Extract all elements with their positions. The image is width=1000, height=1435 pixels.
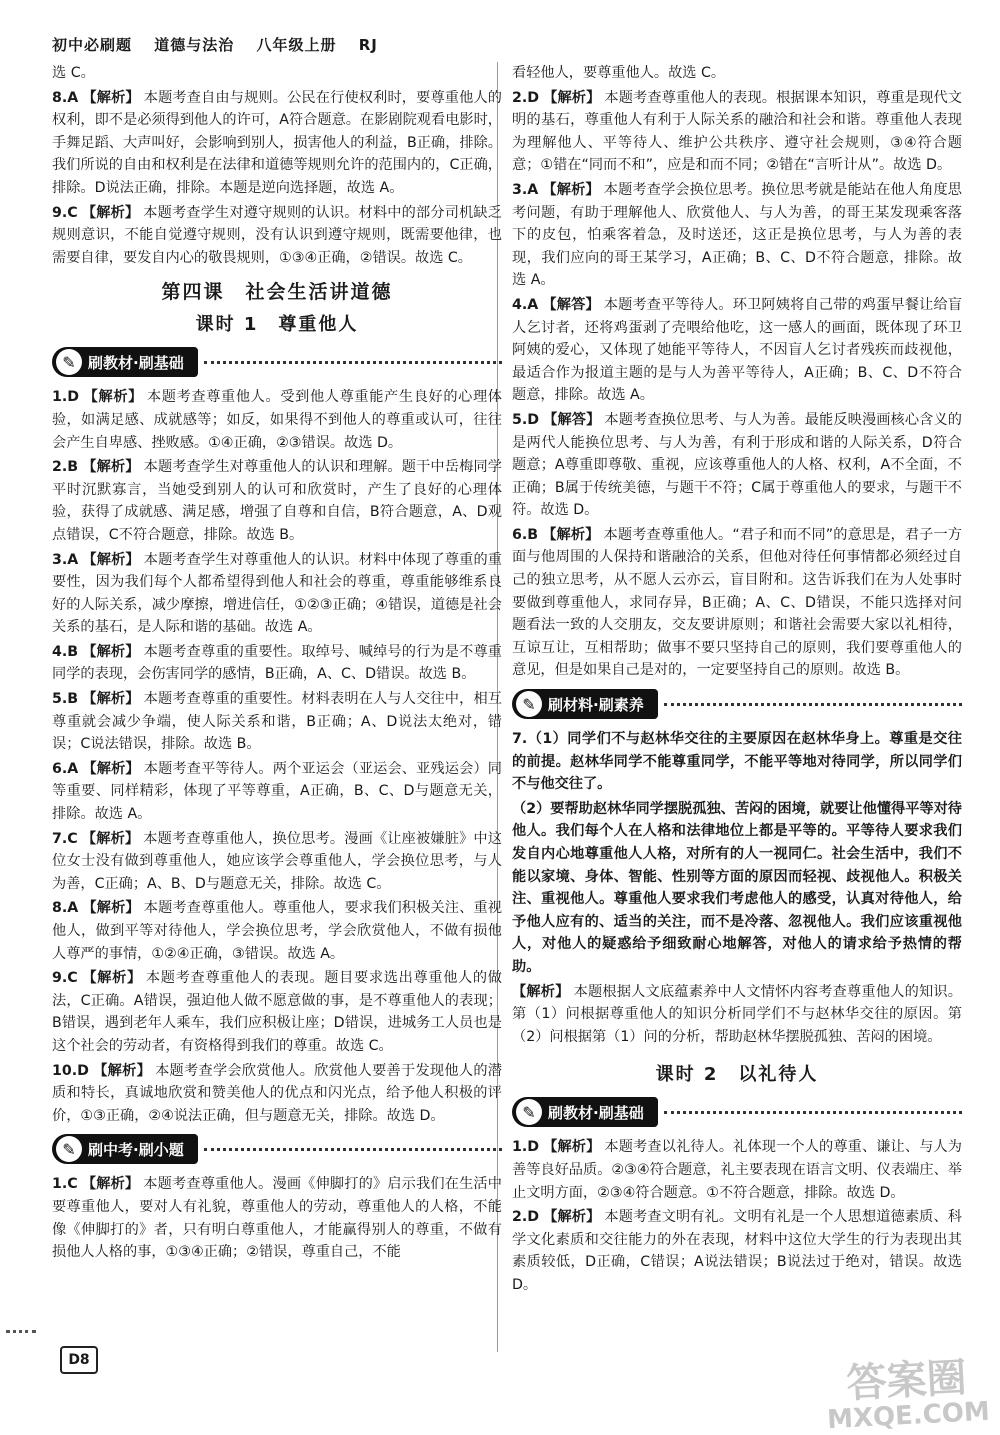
answer-text: 本题考查尊重他人。漫画《伸脚打的》启示我们在生活中要尊重他人，要对人有礼貌，尊重他人的劳动，尊重他人的人格，不能像《伸脚打的》者，只有明白尊重他人，才能赢得别人的尊重，不做有损他人人格的事，①③④正确；②错误，尊重自己，不能 (52, 1176, 502, 1261)
grade-title: 八年级上册 (256, 36, 337, 54)
section-banner (512, 1096, 962, 1128)
answer-text: 本题考查学生对尊重他人的认识。材料中体现了尊重的重要性，因为我们每个人都希望得到他人和社会的尊重，尊重能够维系良好的人际关系，减少摩擦，增进信任，①②③正确；④错误，道德是社会关系的基石，是人际和谐的基础。故选 A。 (52, 551, 502, 636)
answer-text: 本题考查自由与规则。公民在行使权利时，要尊重他人的权利，即不是必须得到他人的许可，A符合题意。在影剧院观看电影时，手舞足蹈、大声叫好，会影响到别人，损害他人的利益，B正确，排除。我们所说的自由和权利是在法律和道德等规则允许的范围内的，C正确，排除。D说法正确，排除。本题是逆向选择题，故选 A。 (52, 89, 502, 196)
answer-number: 1.C (52, 1176, 78, 1193)
answer-number: 9.C (52, 204, 78, 221)
answer-item (52, 641, 502, 686)
answer-text: 本题考查尊重他人的表现。题目要求选出尊重他人的做法，C正确。A错误，强迫他人做不愿意做的事，是不尊重他人的表现；B错误，遇到老年人乘车，我们应积极让座；D错误，进城务工人员也是这个社会的劳动者，有资格得到我们的尊重。故选 C。 (52, 970, 502, 1054)
answer-number: 1.D (512, 1139, 540, 1156)
answer-paragraph: 7.（1）同学们不与赵林华交往的主要原因在赵林华身上。尊重是交往的前提。赵林华同学不能尊重同学，不能平等地对待同学，所以同学们不与他交往了。 (512, 731, 962, 793)
continued-text: 选 C。 (52, 65, 95, 81)
analysis-tag: 【解析】 (82, 900, 140, 917)
answer-item (52, 549, 502, 639)
answer-item (512, 179, 962, 292)
answer-number: 4.A (512, 296, 539, 313)
answer-number: 1.D (52, 389, 80, 406)
analysis-tag: 【解析】 (543, 1139, 601, 1156)
banner-label: 刷材料·刷素养 (548, 695, 644, 714)
answer-text: 本题考查学生对尊重他人的认识和理解。题干中岳梅同学平时沉默寡言，当她受到别人的认可和欣赏时，产生了良好的心理体验，获得了成就感、满足感，增强了自尊和自信，B符合题意，A、D观点错误，C不符合题意，排除。故选 B。 (52, 459, 502, 543)
answer-item (512, 1136, 962, 1204)
answer-item (52, 758, 502, 826)
answer-number: 6.A (52, 760, 79, 777)
answer-item (512, 1206, 962, 1296)
pencil-icon: ✎ (516, 1099, 542, 1125)
answer-item (512, 294, 962, 407)
answer-text: 本题考查文明有礼。文明有礼是一个人思想道德素质、科学文化素质和交往能力的外在表现，材料中这位大学生的行为表现出其素质较低，D正确，C错误；A说法错误；B说法过于绝对，错误。故选 D。 (512, 1209, 962, 1293)
answer-item (52, 87, 502, 200)
section-banner (52, 1133, 502, 1165)
watermark-logo (824, 1356, 990, 1434)
answer-text: 本题考查以礼待人。礼体现一个人的尊重、谦让、与人为善等良好品质。②③④符合题意，礼主要表现在语言文明、仪表端庄、举止文明方面，②③④符合题意。①不符合题意，排除。故选 D。 (512, 1139, 962, 1201)
answer-number: 8.A (52, 900, 79, 917)
answer-number: 2.D (512, 89, 540, 106)
answer-item (52, 967, 502, 1057)
watermark-bottom: MXQE.COM (826, 1396, 991, 1435)
section-banner (512, 688, 962, 720)
subject-title: 道德与法治 (154, 36, 235, 54)
analysis-tag: 【解析】 (543, 89, 601, 106)
answer-number: 5.D (512, 411, 540, 428)
answer-text: 本题考查尊重他人的表现。根据课本知识，尊重是现代文明的基石，尊重他人有利于人际关系的融洽和社会和谐。尊重他人表现为理解他人、平等待人、维护公共秩序、遵守社会规则，③④符合题意；①错在“同而不和”，应是和而不同；②错在“言听计从”。故选 D。 (512, 89, 962, 174)
answer-text: 本题考查尊重的重要性。取绰号、喊绰号的行为是不尊重同学的表现，会伤害同学的感情，B正确，A、C、D错误。故选 B。 (52, 643, 502, 683)
banner-divider (204, 361, 502, 364)
answer-number: 6.B (512, 526, 539, 543)
answer-text: 本题考查学会欣赏他人。欣赏他人要善于发现他人的潜质和特长，真诚地欣赏和赞美他人的优点和闪光点，给予他人积极的评价，①③正确，②④说法正确，但与题意无关，排除。故选 D。 (52, 1062, 502, 1124)
analysis-tag: 【解析】 (82, 89, 140, 106)
answer-item (52, 688, 502, 756)
analysis-tag: 【解析】 (82, 691, 140, 708)
answer-item (512, 524, 962, 682)
answer-analysis (512, 981, 962, 1049)
analysis-tag: 【解析】 (542, 181, 600, 198)
answer-number: 2.D (512, 1209, 540, 1226)
answer-item (512, 87, 962, 177)
book-title: 初中必刷题 (52, 36, 133, 54)
analysis-tag: 【解析】 (542, 526, 600, 543)
answer-number: 9.C (52, 970, 78, 987)
analysis-tag: 【解析】 (81, 970, 142, 987)
answer-item (52, 456, 502, 546)
answer-number: 5.B (52, 691, 79, 708)
pencil-icon: ✎ (56, 1136, 82, 1162)
analysis-tag: 【解析】 (92, 1062, 152, 1079)
analysis-tag: 【解析】 (81, 830, 140, 847)
answer-number: 3.A (512, 181, 539, 198)
answer-text: 本题考查平等待人。两个亚运会（亚运会、亚残运会）同等重要、同样精彩，体现了平等尊重，A正确，B、C、D与题意无关，排除。故选 A。 (52, 760, 502, 823)
banner-label: 刷教材·刷基础 (88, 353, 184, 372)
banner-label: 刷教材·刷基础 (548, 1103, 644, 1122)
analysis-tag: 【解答】 (543, 411, 601, 428)
edition-label: RJ (358, 36, 378, 54)
answer-number: 3.A (52, 551, 79, 568)
pencil-icon: ✎ (516, 691, 542, 717)
answer-text: 本题考查尊重他人。受到他人尊重能产生良好的心理体验，如满足感、成就感等；如反，如果得不到他人的尊重或认可，往往会产生自卑感、挫败感。①④正确，②③错误。故选 D。 (52, 389, 502, 451)
left-column (52, 62, 502, 1266)
pencil-icon: ✎ (56, 349, 82, 375)
answer-item (512, 409, 962, 522)
analysis-tag: 【解析】 (81, 1176, 140, 1193)
banner-divider (204, 1148, 502, 1151)
analysis-tag: 【解析】 (543, 1209, 601, 1226)
answer-number: 7.C (52, 830, 78, 847)
answer-text: 本题考查平等待人。环卫阿姨将自己带的鸡蛋早餐让给盲人乞讨者，还将鸡蛋剥了壳喂给他吃，这一感人的画面，既体现了环卫阿姨的爱心，又体现了她能平等待人，不因盲人乞讨者残疾而歧视他，最适合作为报道主题的是与人为善平等待人，A正确；B、C、D不符合题意，排除。故选 A。 (512, 296, 962, 404)
period-title: 课时 1 尊重他人 (195, 314, 359, 336)
analysis-tag: 【解析】 (512, 983, 570, 1000)
answer-text: 本题根据人文底蕴素养中人文情怀内容考查尊重他人的知识。第（1）问根据尊重他人的知识分析同学们不与赵林华交往的原因。第（2）问根据第（1）问的分析，帮助赵林华摆脱孤独、苦闷的困境。 (512, 983, 962, 1045)
answer-paragraph: （2）要帮助赵林华同学摆脱孤独、苦闷的困境，就要让他懂得平等对待他人。我们每个人在人格和法律地位上都是平等的。平等待人要求我们发自内心地尊重他人人格，对所有的人一视同仁。社会生活中，我们不能以家境、身体、智能、性别等方面的原因而轻视、歧视他人。积极关注、重视他人。尊重他人要求我们考虑他人的感受，认真对待他人，给予他人应有的、适当的关注，而不是冷落、忽视他人。我们应该重视他人，对他人的疑惑给予细致耐心地解答，对他人的请求给予热情的帮助。 (512, 800, 962, 975)
answer-number: 8.A (52, 89, 79, 106)
analysis-tag: 【解析】 (82, 551, 140, 568)
answer-text: 本题考查尊重他人。“君子和而不同”的意思是，君子一方面与他周围的人保持和谐融洽的关系，但他对待任何事情都必须经过自己的独立思考，从不愿人云亦云，盲目附和。这告诉我们在为人处事时要做到尊重他人，求同存异，B正确；A、C、D错误，不能只选择对问题看法一致的人交朋友，交友要讲原则；和谐社会需要大家以礼相待，互谅互让，互相帮助；做事不要只坚持自己的原则，我们要尊重他人的意见，但是如果自己是对的，一定要坚持自己的原则。故选 B。 (512, 526, 962, 679)
analysis-tag: 【解析】 (81, 204, 140, 221)
running-header (52, 34, 482, 55)
analysis-tag: 【解析】 (83, 389, 143, 406)
answer-item (52, 202, 502, 270)
watermark-top: 答案圈 (845, 1354, 968, 1408)
period-title: 课时 2 以礼待人 (655, 1064, 819, 1086)
answer-item (52, 386, 502, 454)
section-banner (52, 346, 502, 378)
analysis-tag: 【解析】 (82, 760, 140, 777)
answer-text: 本题考查学会换位思考。换位思考就是能站在他人角度思考问题，有助于理解他人、欣赏他人、与人为善，的哥王某发现乘客落下的皮包，怕乘客着急，及时送还，这正是换位思考，与人为善的表现，我们应向的哥王某学习，A正确；B、C、D不符合题意，排除。故选 A。 (512, 181, 962, 289)
answer-text: 本题考查尊重的重要性。材料表明在人与人交往中，相互尊重就会减少争端，使人际关系和谐，B正确；A、D说法太绝对，错误；C说法错误，排除。故选 B。 (52, 691, 502, 753)
continued-text: 看轻他人，要尊重他人。故选 C。 (512, 65, 726, 81)
answer-text: 本题考查学生对遵守规则的认识。材料中的部分司机缺乏规则意识，不能自觉遵守规则，没有认识到遵守规则，既需要他律，也需要自律，要发自内心的敬畏规则，①③④正确，②错误。故选 C。 (52, 204, 502, 266)
answer-text: 本题考查尊重他人，换位思考。漫画《让座被嫌脏》中这位女士没有做到尊重他人，她应该学会尊重他人，学会换位思考，与人为善，C正确；A、B、D与题意无关，排除。故选 C。 (52, 830, 502, 892)
analysis-tag: 【解答】 (542, 296, 600, 313)
answer-text: 本题考查换位思考、与人为善。最能反映漫画核心含义的是两代人能换位思考、与人为善，有利于形成和谐的人际关系，D符合题意；A尊重即尊敬、重视，应该尊重他人的人格、权利，A不全面，不正确；B属于传统美德，与题干不符；C属于尊重他人的要求，与题干不符。故选 D。 (512, 411, 962, 519)
lesson-title: 第四课 社会生活讲道德 (161, 281, 393, 304)
corner-dots (6, 1330, 36, 1341)
banner-label: 刷中考·刷小题 (88, 1140, 184, 1159)
page-number: D8 (60, 1346, 98, 1374)
banner-divider (664, 703, 962, 706)
answer-number: 4.B (52, 643, 79, 660)
answer-item (52, 897, 502, 965)
banner-divider (664, 1111, 962, 1114)
answer-number: 10.D (52, 1062, 89, 1079)
answer-number: 2.B (52, 459, 79, 476)
right-column (512, 62, 962, 1299)
answer-item (52, 1173, 502, 1263)
analysis-tag: 【解析】 (82, 643, 140, 660)
answer-item (52, 828, 502, 896)
answer-text: 本题考查尊重他人。尊重他人，要求我们积极关注、重视他人，做到平等对待他人，学会换位思考，学会欣赏他人，不做有损他人尊严的事情，①②④正确，③错误。故选 A。 (52, 900, 502, 962)
answer-item (52, 1060, 502, 1128)
analysis-tag: 【解析】 (82, 459, 140, 476)
